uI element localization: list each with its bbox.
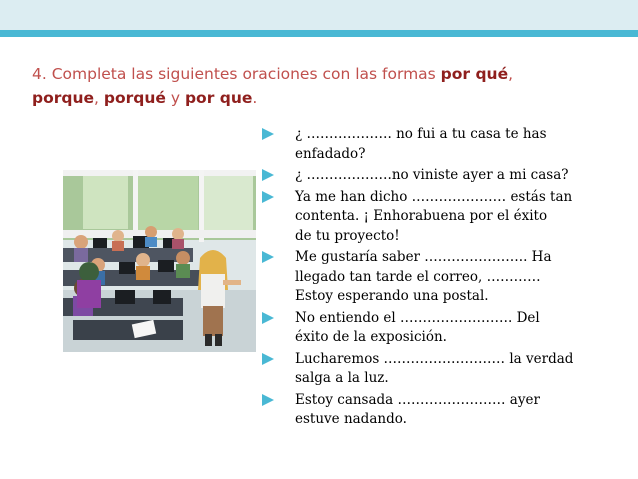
bullet-icon: [262, 251, 274, 263]
list-item: No entiendo el ……………………. Del éxito de la exposición.: [262, 309, 602, 348]
bullet-icon: [262, 128, 274, 140]
list-item: Ya me han dicho ………………… estás tan contenta. ¡ Enhorabuena por el éxito de tu proyecto!: [262, 188, 602, 247]
exercise-sentence-list: [262, 125, 602, 432]
form-por-que-rel-label: por que: [184, 89, 253, 107]
bullet-icon: [262, 191, 274, 203]
form-porque-noun-label: porqué: [103, 89, 166, 107]
list-item: ¿ ……………….no viniste ayer a mi casa?: [262, 166, 602, 186]
bullet-icon: [262, 353, 274, 365]
bullet-icon: [262, 169, 274, 181]
list-item: Lucharemos ……………………… la verdad salga a la luz.: [262, 350, 602, 389]
exercise-title: 4. Completa las siguientes oraciones con las formas por qué, porque, porqué y por que.: [32, 65, 514, 107]
list-item: Me gustaría saber ………………….. Ha llegado tan tarde el correo, ………… Estoy esperando una postal.: [262, 248, 602, 307]
classroom-illustration-icon: [63, 170, 256, 352]
list-item: ¿ ………………. no fui a tu casa te has enfadado?: [262, 125, 602, 164]
bullet-icon: [262, 394, 274, 406]
header-accent-line: [0, 30, 638, 37]
bullet-icon: [262, 312, 274, 324]
form-porque-label: porque: [32, 89, 95, 107]
header-band: [0, 0, 638, 30]
form-por-que-label: por qué: [440, 65, 509, 83]
list-item: Estoy cansada …………………… ayer estuve nadando.: [262, 391, 602, 430]
